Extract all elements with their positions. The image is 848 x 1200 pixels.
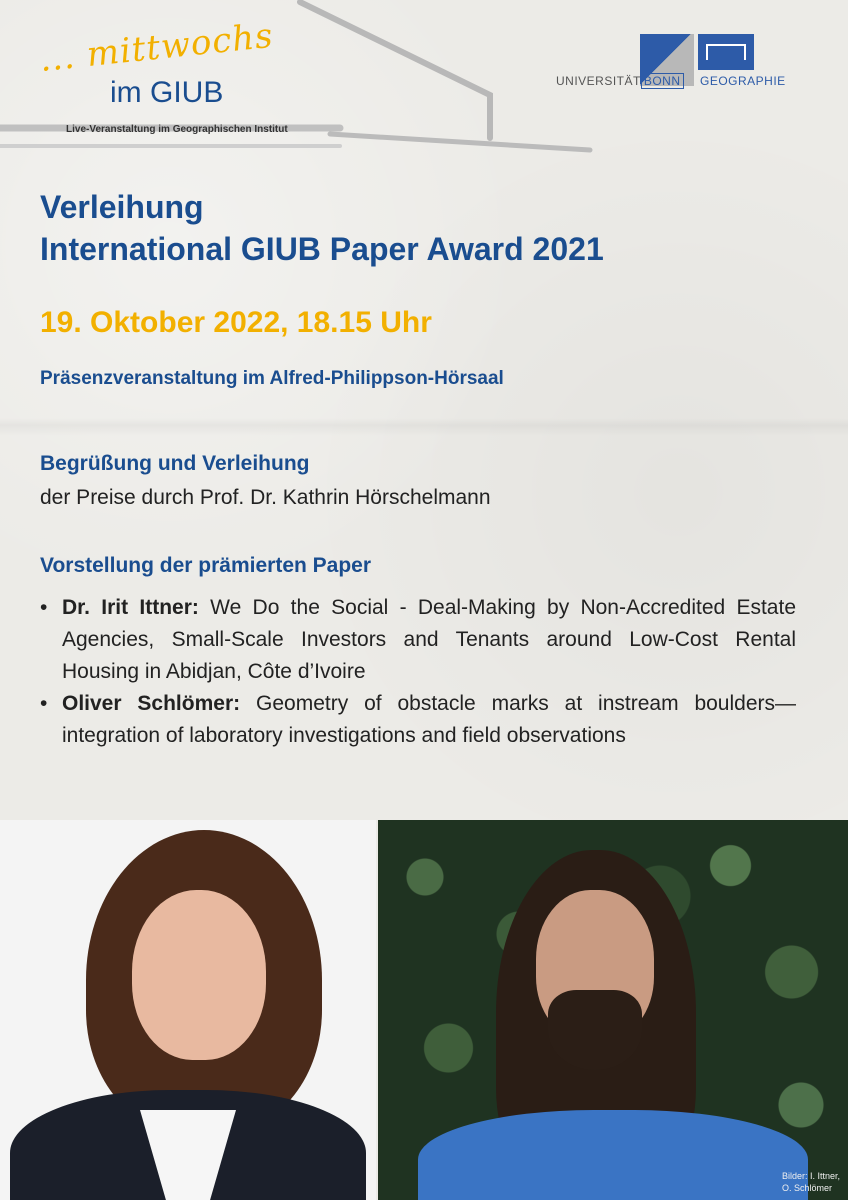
building-icon [706,44,746,60]
bonn-label: BONN [641,73,684,89]
house-outline-sketch [0,0,600,160]
event-venue: Präsenzveranstaltung im Alfred-Philippson-Hörsaal [40,368,504,389]
paper-title: Geometry of obstacle marks at instream boulders—integration of laboratory investigations and field observations [62,692,796,747]
paper-item [40,592,796,688]
paper-item [40,688,796,752]
university-label: UNIVERSITÄT [556,74,641,88]
paper-list [40,592,796,752]
papers-heading: Vorstellung der prämierten Paper [40,554,372,577]
photo-credit [782,1170,840,1194]
event-title-line2: International GIUB Paper Award 2021 [40,231,604,267]
series-logo-mittwochs: ... mittwochs [37,15,276,81]
series-logo-im-giub: im GIUB [110,76,224,109]
welcome-heading: Begrüßung und Verleihung [40,452,310,475]
university-name [556,74,684,88]
photo-credit-line2: O. Schlömer [781,1183,832,1193]
welcome-text: der Preise durch Prof. Dr. Kathrin Hörschelmann [40,486,491,509]
series-subtitle: Live-Veranstaltung im Geographischen Institut [66,124,288,135]
paper-author: Oliver Schlömer: [62,692,241,715]
geography-label: GEOGRAPHIE [700,74,786,88]
photo-irit-ittner [0,820,376,1200]
event-title-line1: Verleihung [40,189,204,225]
event-date: 19. Oktober 2022, 18.15 Uhr [40,306,432,339]
photo-oliver-schloemer [378,820,848,1200]
paper-title: We Do the Social - Deal-Making by Non-Accredited Estate Agencies, Small-Scale Investors and Tenants around Low-Cost Rental Housing in Abidjan, Côte d’Ivoire [62,596,796,683]
university-logos [556,34,806,94]
section-divider [0,418,848,436]
paper-author: Dr. Irit Ittner: [62,596,199,619]
event-title [40,186,604,270]
photo-credit-line1: Bilder: I. Ittner, [781,1171,840,1181]
